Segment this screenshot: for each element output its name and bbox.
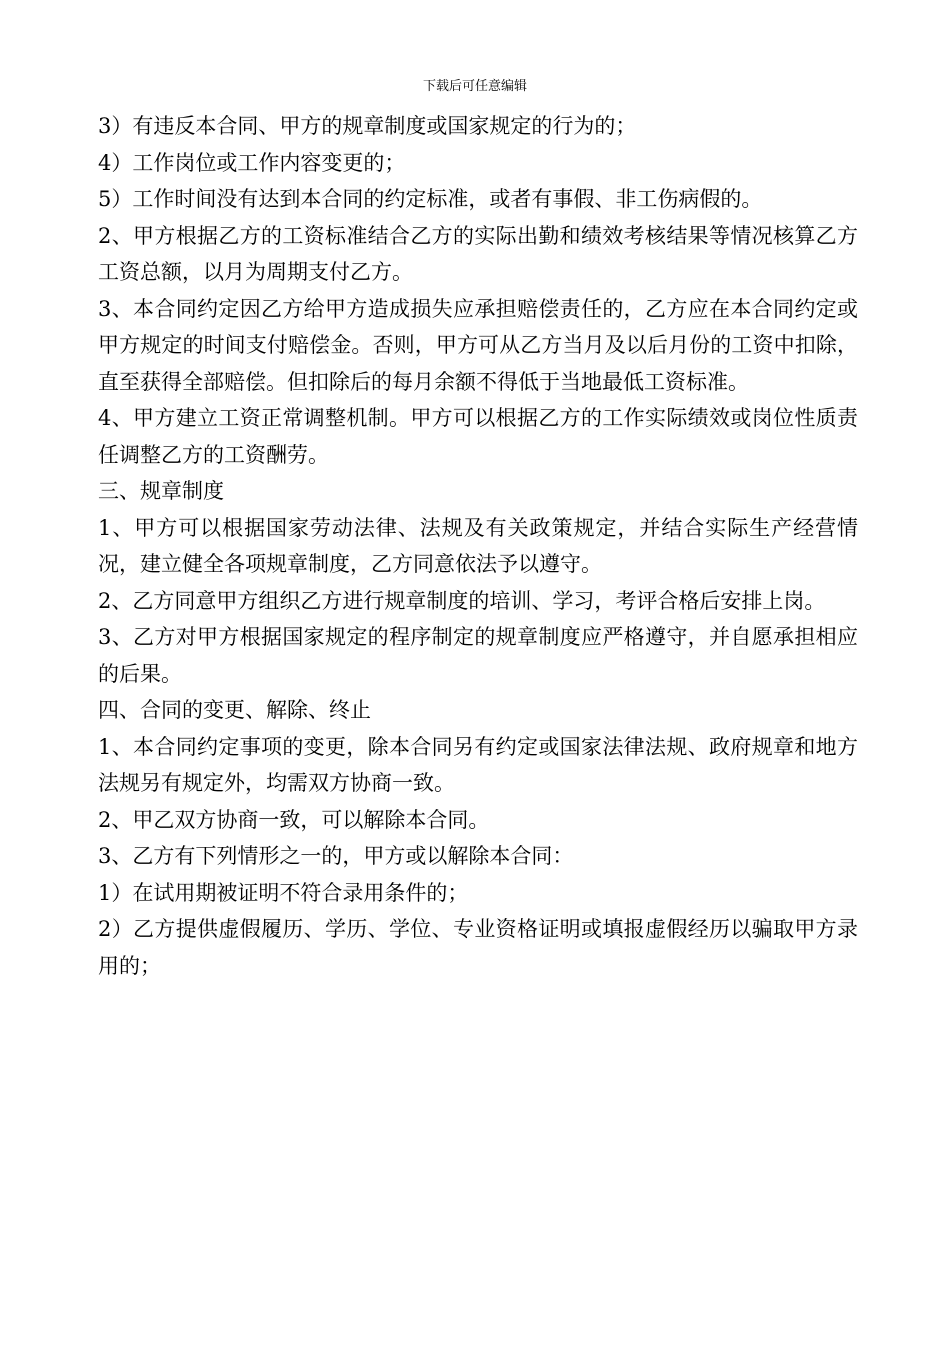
header-note: 下载后可任意编辑 bbox=[422, 79, 527, 94]
paragraph-rules-establishment: 1、甲方可以根据国家劳动法律、法规及有关政策规定，并结合实际生产经营情况，建立健全各项规章制度，乙方同意依法予以遵守。 bbox=[98, 515, 858, 576]
document-body bbox=[98, 108, 858, 984]
paragraph-condition-probation: 1）在试用期被证明不符合录用条件的； bbox=[98, 880, 469, 905]
section-heading-rules: 三、规章制度 bbox=[98, 479, 224, 503]
paragraph-item-4-position-change: 4）工作岗位或工作内容变更的； bbox=[98, 150, 406, 175]
paragraph-condition-false-credentials: 2）乙方提供虚假履历、学历、学位、专业资格证明或填报虚假经历以骗取甲方录用的； bbox=[98, 917, 858, 978]
section-heading-contract-changes: 四、合同的变更、解除、终止 bbox=[98, 698, 371, 722]
paragraph-rules-training: 2、乙方同意甲方组织乙方进行规章制度的培训、学习，考评合格后安排上岗。 bbox=[98, 588, 826, 613]
paragraph-termination-conditions: 3、乙方有下列情形之一的，甲方或以解除本合同： bbox=[98, 844, 574, 868]
paragraph-mutual-termination: 2、甲乙双方协商一致，可以解除本合同。 bbox=[98, 807, 490, 832]
paragraph-item-3-violation: 3）有违反本合同、甲方的规章制度或国家规定的行为的； bbox=[98, 114, 637, 138]
paragraph-item-5-work-time: 5）工作时间没有达到本合同的约定标准，或者有事假、非工伤病假的。 bbox=[98, 187, 763, 211]
paragraph-contract-modification: 1、本合同约定事项的变更，除本合同另有约定或国家法律法规、政府规章和地方法规另有规定外，均需双方协商一致。 bbox=[98, 734, 858, 795]
paragraph-salary-calculation: 2、甲方根据乙方的工资标准结合乙方的实际出勤和绩效考核结果等情况核算乙方工资总额，以月为周期支付乙方。 bbox=[98, 223, 858, 284]
paragraph-rules-compliance: 3、乙方对甲方根据国家规定的程序制定的规章制度应严格遵守，并自愿承担相应的后果。 bbox=[98, 625, 858, 686]
paragraph-compensation-deduction: 3、本合同约定因乙方给甲方造成损失应承担赔偿责任的，乙方应在本合同约定或甲方规定的时间支付赔偿金。否则，甲方可从乙方当月及以后月份的工资中扣除，直至获得全部赔偿。但扣除后的每月余额不得低于当地最低工资标准。 bbox=[98, 296, 858, 394]
paragraph-salary-adjustment: 4、甲方建立工资正常调整机制。甲方可以根据乙方的工作实际绩效或岗位性质责任调整乙方的工资酬劳。 bbox=[98, 406, 858, 467]
